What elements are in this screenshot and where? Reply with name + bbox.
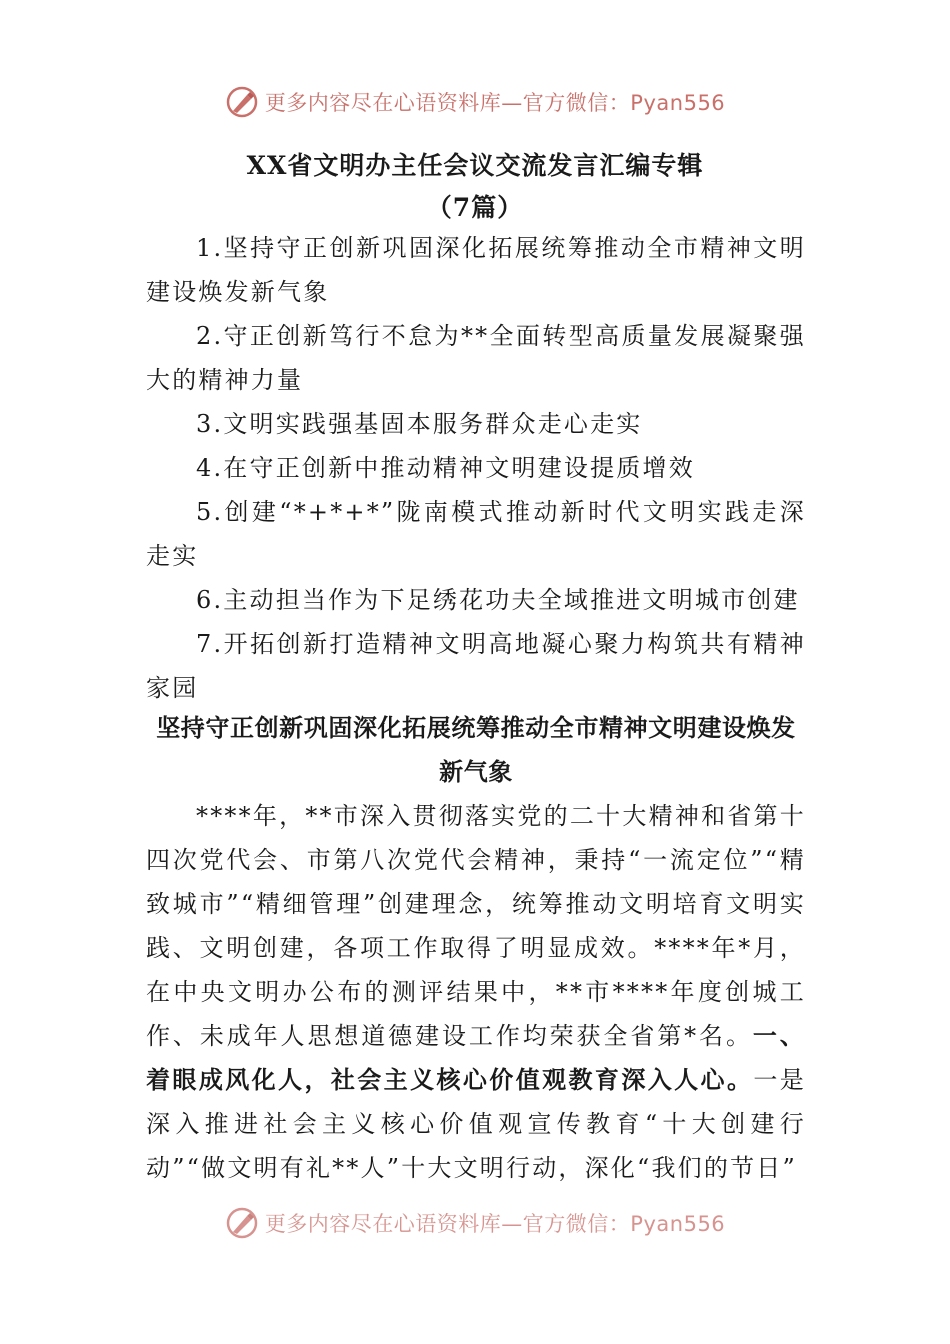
- table-of-contents: [146, 226, 806, 710]
- toc-item: 5.创建“*+*+*”陇南模式推动新时代文明实践走深走实: [146, 498, 806, 570]
- document-title: XX省文明办主任会议交流发言汇编专辑: [246, 151, 704, 180]
- document-subtitle: （7篇）: [426, 193, 524, 222]
- body-text-intro: ****年，**市深入贯彻落实党的二十大精神和省第十四次党代会、市第八次党代会精神，秉持“一流定位”“精致城市”“精细管理”创建理念，统筹推动文明培育文明实践、文明创建，各项工作取得了明显成效。****年*月，在中央文明办公布的测评结果中，**市****年度创城工作、未成年人思想道德建设工作均荣获全省第*名。: [146, 802, 806, 1050]
- toc-item: 2.守正创新笃行不怠为**全面转型高质量发展凝聚强大的精神力量: [146, 322, 806, 394]
- watermark-text: 更多内容尽在心语资料库—官方微信：Pyan556: [264, 91, 726, 115]
- toc-item: 4.在守正创新中推动精神文明建设提质增效: [196, 454, 695, 482]
- body-heading-bold: 一、着眼成风化人，社会主义核心价值观教育深入人心。: [146, 1021, 806, 1094]
- toc-item: 7.开拓创新打造精神文明高地凝心聚力构筑共有精神家园: [146, 630, 806, 702]
- watermark-header: [0, 82, 950, 122]
- watermark-footer: [0, 1203, 950, 1243]
- watermark-text: 更多内容尽在心语资料库—官方微信：Pyan556: [264, 1212, 726, 1236]
- pen-logo-icon: [225, 85, 259, 119]
- body-paragraph: [146, 794, 806, 1190]
- pen-logo-icon: [225, 1206, 259, 1240]
- section-title: 坚持守正创新巩固深化拓展统筹推动全市精神文明建设焕发新气象: [156, 713, 796, 786]
- body-text-continued: 一是深入推进社会主义核心价值观宣传教育“十大创建行动”“做文明有礼**人”十大文明行动，深化“我们的节日”: [146, 1066, 806, 1182]
- toc-item: 1.坚持守正创新巩固深化拓展统筹推动全市精神文明建设焕发新气象: [146, 234, 806, 306]
- toc-item: 3.文明实践强基固本服务群众走心走实: [196, 410, 643, 438]
- toc-item: 6.主动担当作为下足绣花功夫全域推进文明城市创建: [196, 586, 800, 614]
